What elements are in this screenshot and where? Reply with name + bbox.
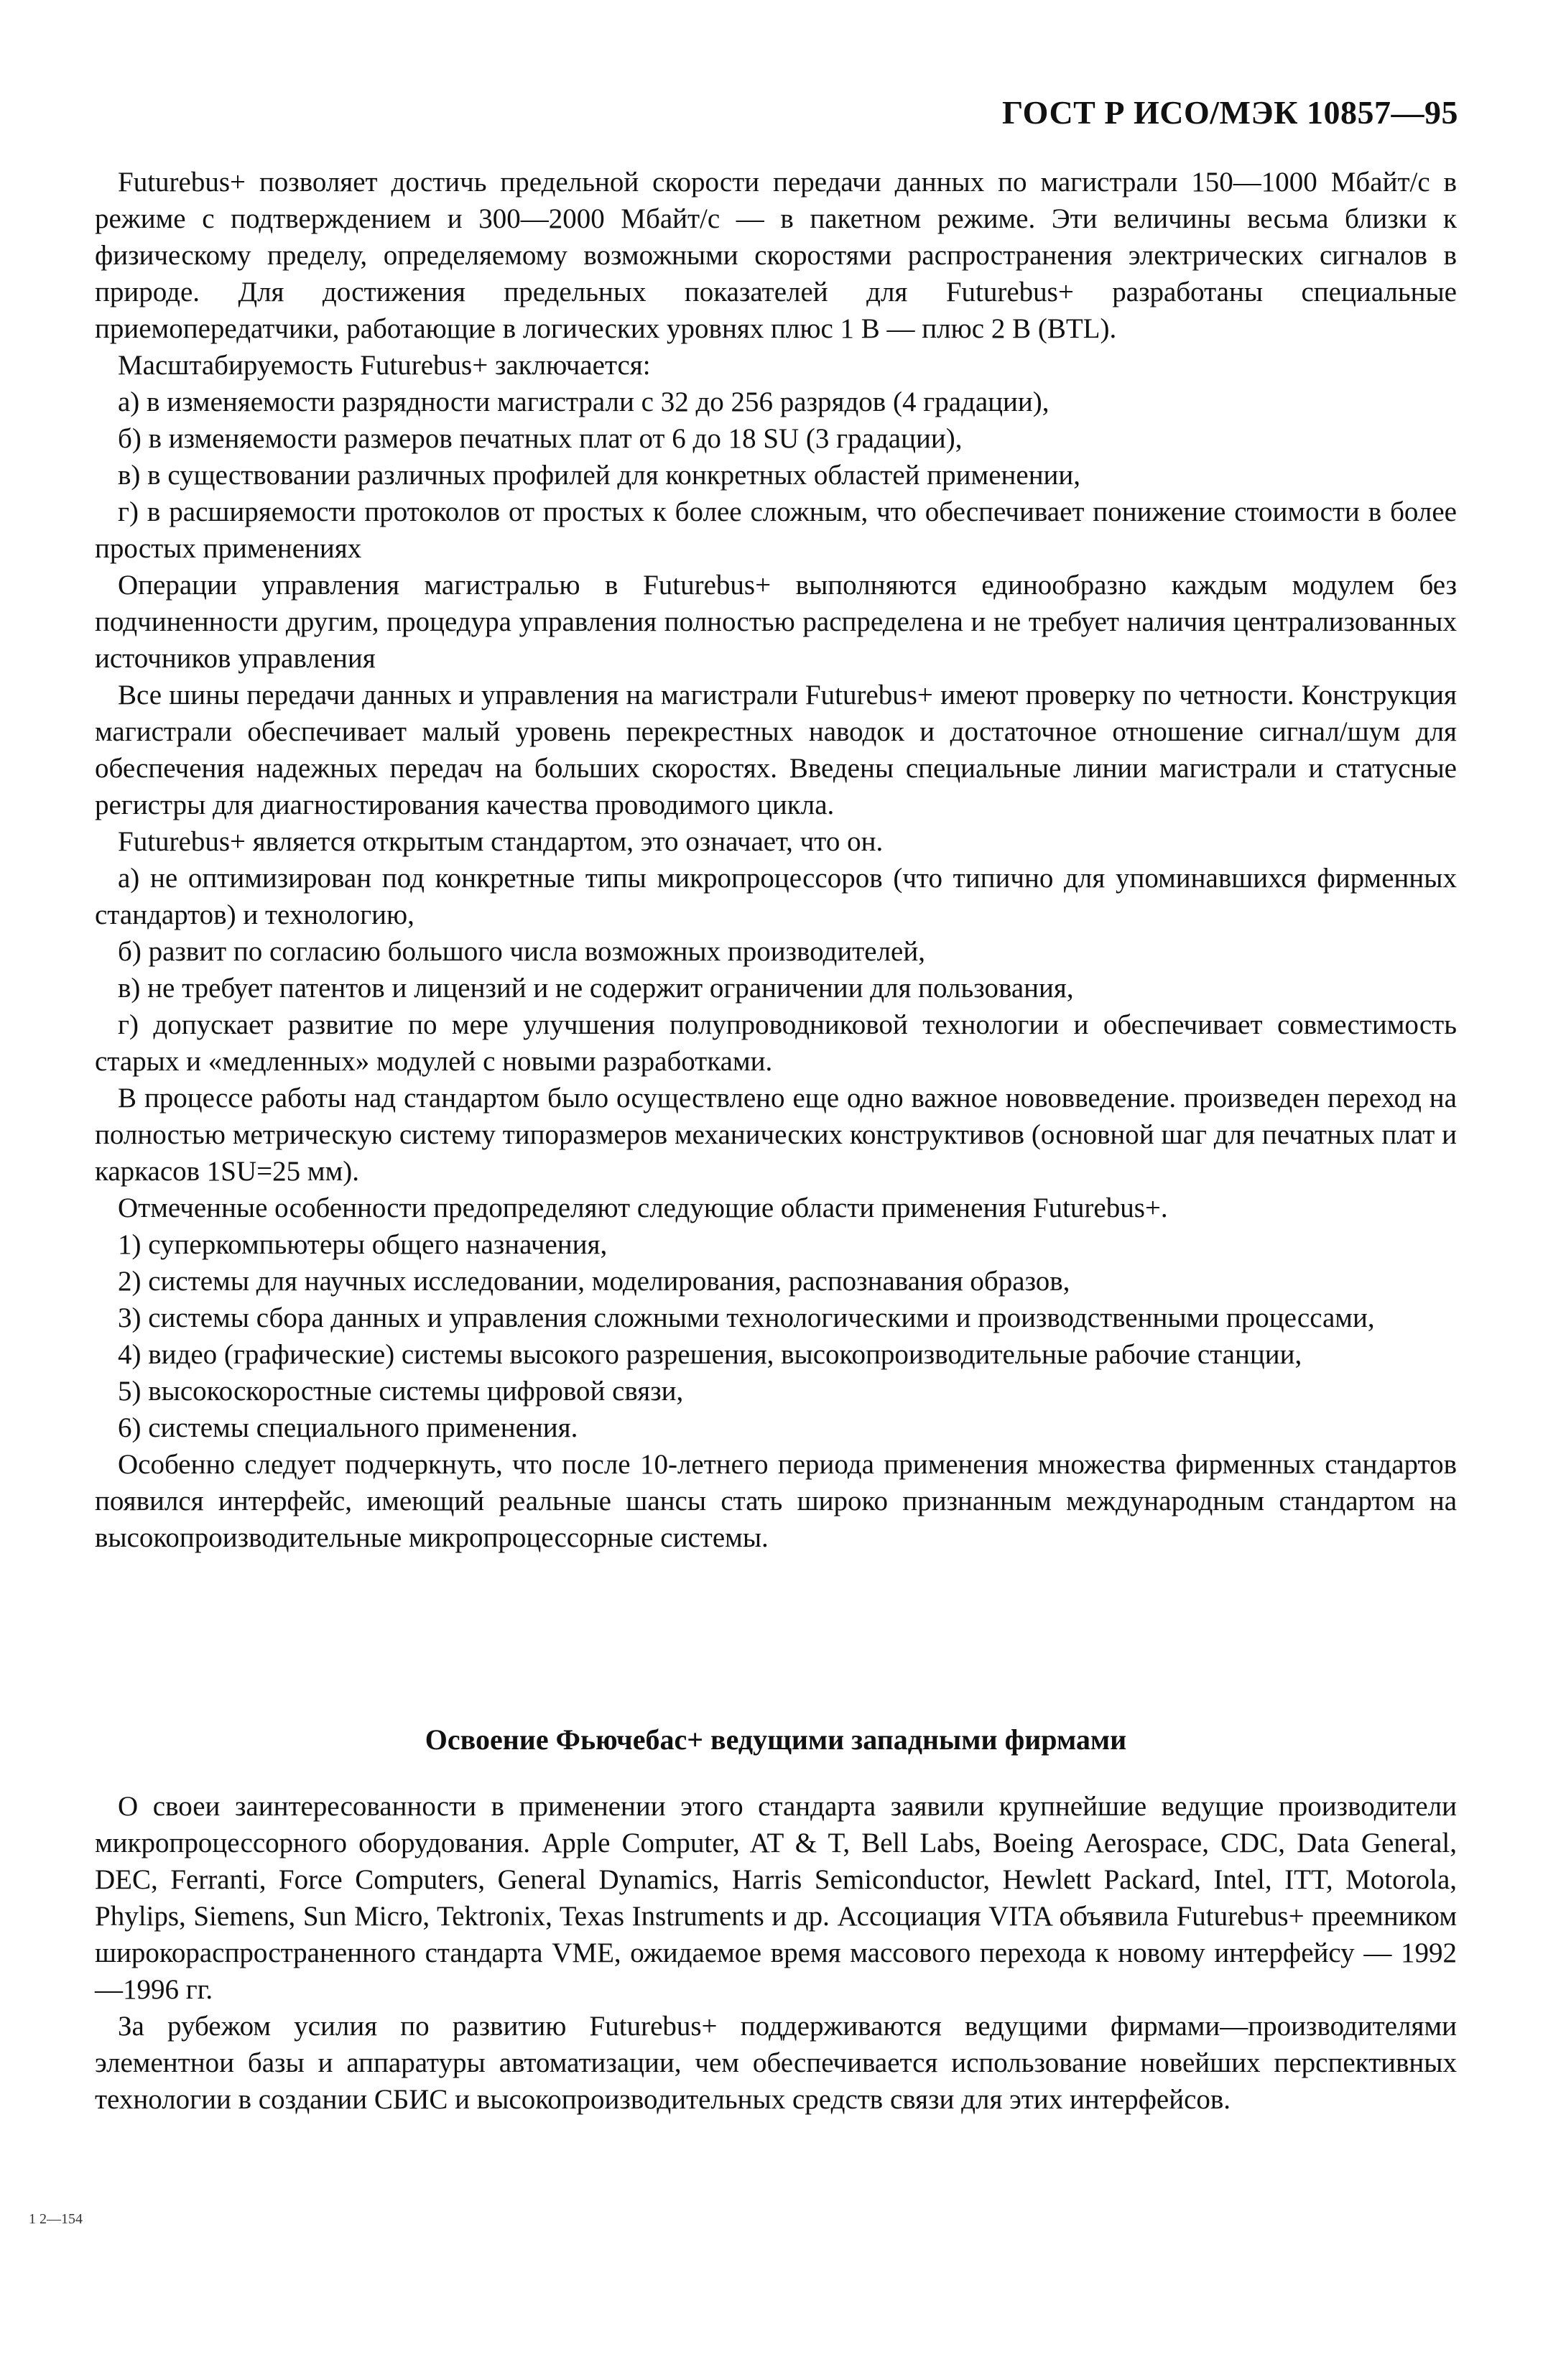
paragraph-open-standard: Futurebus+ является открытым стандартом, это означает, что он. <box>118 826 884 857</box>
paragraph-bus-control: Операции управления магистралью в Futurebus+ выполняются единообразно каждым модулем без подчиненности другим, процедура управления полностью распределена и не требует наличия централизованных источников управления <box>95 570 1457 674</box>
list-item: 5) высокоскоростные системы цифровой связи, <box>118 1376 684 1407</box>
list-item: б) в изменяемости размеров печатных плат от 6 до 18 SU (3 градации), <box>118 423 963 454</box>
paragraph-companies: О своеи заинтересованности в применении этого стандарта заявили крупнейшие ведущие производители микропроцессорного оборудования. Apple Computer, AT & T, Bell Labs, Boeing Aerospace, CDC, Data General, DEC, Ferranti, Force Computers, General Dynamics, Harris Semiconductor, Hewlett Packard, Intel, ITT, Motorola, Phylips, Siemens, Sun Micro, Tektronix, Texas Instruments и др. Ассоциация VITA объявила Futurebus+ преемником широкораспространенного стандарта VME, ожидаемое время массового перехода к новому интерфейсу — 1992—1996 гг. <box>95 1791 1457 2005</box>
paragraph-applications-intro: Отмеченные особенности предопределяют следующие области применения Futurebus+. <box>118 1193 1168 1223</box>
list-item: 6) системы специального применения. <box>118 1412 578 1443</box>
paragraph-metric: В процессе работы над стандартом было осуществлено еще одно важное нововведение. произведен переход на полностью метрическую систему типоразмеров механических конструктивов (основной шаг для печатных плат и каркасов 1SU=25 мм). <box>95 1083 1457 1187</box>
list-item: б) развит по согласию большого числа возможных производителей, <box>118 936 925 967</box>
list-item: а) не оптимизирован под конкретные типы микропроцессоров (что типично для упоминавшихся фирменных стандартов) и технологию, <box>95 863 1457 930</box>
list-item: а) в изменяемости разрядности магистрали с 32 до 256 разрядов (4 градации), <box>118 386 1049 417</box>
paragraph-parity: Все шины передачи данных и управления на магистрали Futurebus+ имеют проверку по четности. Конструкция магистрали обеспечивает малый уровень перекрестных наводок и достаточное отношение сигнал/шум для обеспечения надежных передач на больших скоростях. Введены специальные линии магистрали и статусные регистры для диагностирования качества проводимого цикла. <box>95 680 1457 820</box>
list-item: 3) системы сбора данных и управления сложными технологическими и производственными процессами, <box>118 1302 1375 1333</box>
list-item: г) в расширяемости протоколов от простых к более сложным, что обеспечивает понижение стоимости в более простых применениях <box>95 496 1457 564</box>
print-mark: 1 2—154 <box>29 2211 83 2227</box>
list-item: в) не требует патентов и лицензий и не содержит ограничении для пользования, <box>118 973 1074 1004</box>
list-item: 4) видео (графические) системы высокого разрешения, высокопроизводительные рабочие станции, <box>118 1339 1302 1370</box>
paragraph-development: За рубежом усилия по развитию Futurebus+ поддерживаются ведущими фирмами—производителями элементнои базы и аппаратуры автоматизации, чем обеспечивается использование новейших перспективных технологии в создании СБИС и высокопроизводительных средств связи для этих интерфейсов. <box>95 2011 1457 2115</box>
paragraph-scalability-intro: Масштабируемость Futurebus+ заключается: <box>118 350 651 381</box>
main-text <box>95 164 1457 1556</box>
list-item: в) в существовании различных профилей для конкретных областей применении, <box>118 460 1081 491</box>
list-item: 1) суперкомпьютеры общего назначения, <box>118 1229 608 1260</box>
section-heading: Освоение Фьючебас+ ведущими западными фирмами <box>425 1723 1127 1756</box>
list-item: 2) системы для научных исследовании, моделирования, распознавания образов, <box>118 1266 1070 1297</box>
section-text <box>95 1788 1457 2118</box>
list-item: г) допускает развитие по мере улучшения полупроводниковой технологии и обеспечивает совместимость старых и «медленных» модулей с новыми разработками. <box>95 1009 1457 1077</box>
paragraph-speed: Futurebus+ позволяет достичь предельной скорости передачи данных по магистрали 150—1000 Мбайт/с в режиме с подтверждением и 300—2000 Мбайт/с — в пакетном режиме. Эти величины весьма близки к физическому пределу, определяемому возможными скоростями распространения электрических сигналов в природе. Для достижения предельных показателей для Futurebus+ разработаны специальные приемопередатчики, работающие в логических уровнях плюс 1 В — плюс 2 В (BTL). <box>95 167 1457 344</box>
standard-code-header: ГОСТ Р ИСО/МЭК 10857—95 <box>1002 94 1458 131</box>
paragraph-conclusion: Особенно следует подчеркнуть, что после 10-летнего периода применения множества фирменных стандартов появился интерфейс, имеющий реальные шансы стать широко признанным международным стандартом на высокопроизводительные микропроцессорные системы. <box>95 1449 1457 1553</box>
